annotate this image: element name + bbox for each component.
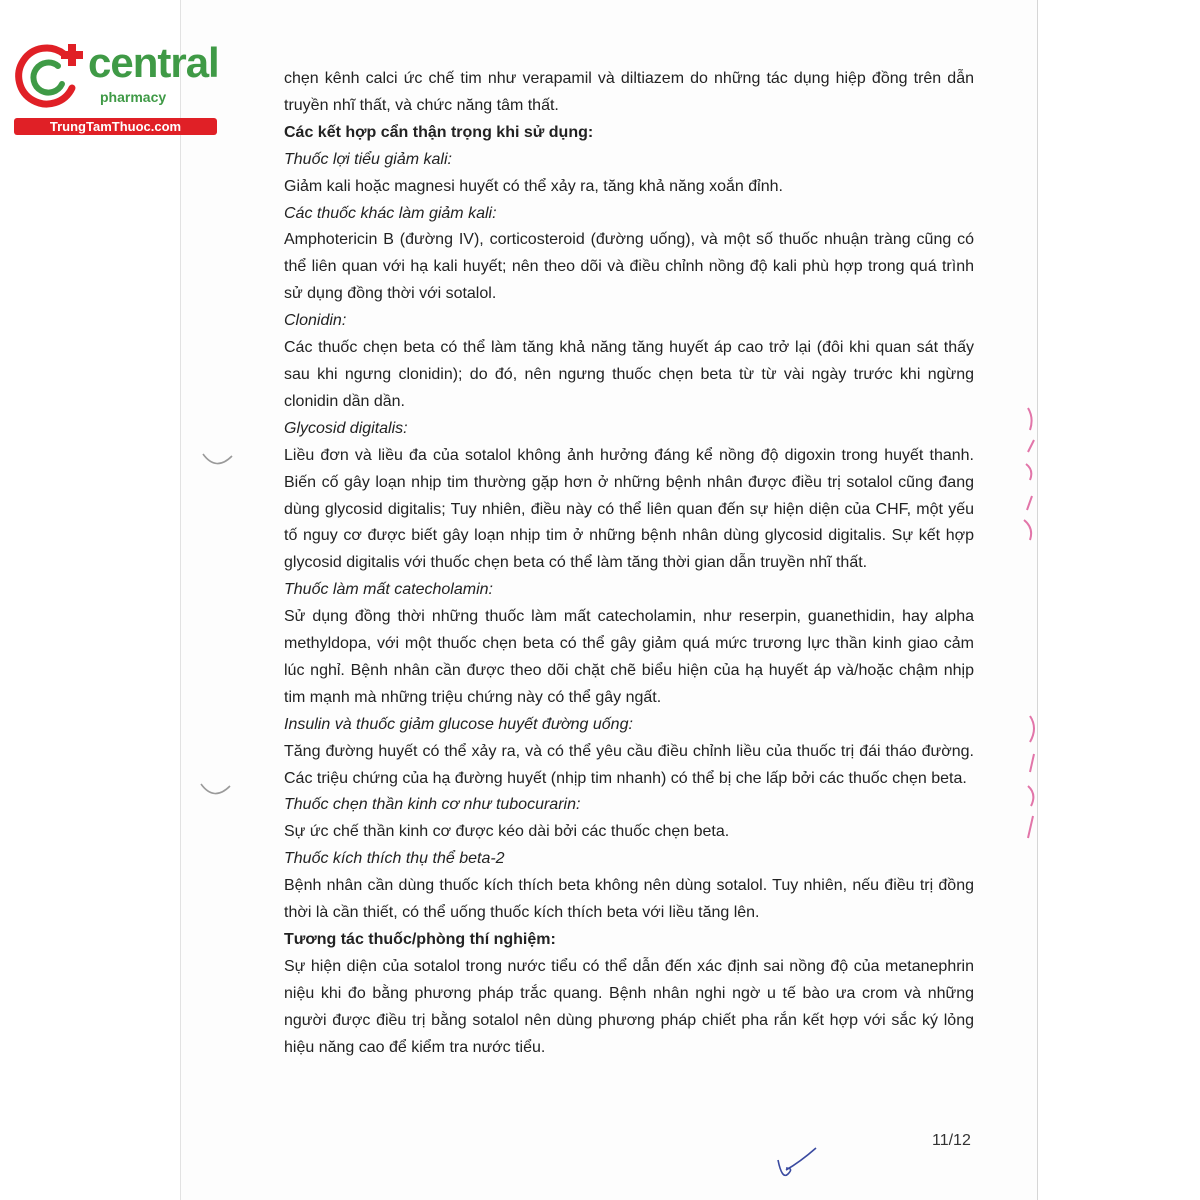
subsection-title: Clonidin: xyxy=(284,312,347,330)
subsection-title: Glycosid digitalis: xyxy=(284,419,408,437)
logo-c-cross-icon xyxy=(12,38,88,114)
paragraph: Tăng đường huyết có thể xảy ra, và có thể yêu cầu điều chỉnh liều của thuốc trị đái tháo đường. Các triệu chứng của hạ đường huyết (nhịp tim nhanh) có thể bị che lấp bởi các thuốc chẹn beta. xyxy=(284,742,974,787)
page-number: 11/12 xyxy=(932,1132,971,1149)
logo-brand-text: central xyxy=(88,39,219,86)
paragraph: Giảm kali hoặc magnesi huyết có thể xảy ra, tăng khả năng xoắn đỉnh. xyxy=(284,177,783,195)
paragraph: Liều đơn và liều đa của sotalol không ảnh hưởng đáng kể nồng độ digoxin trong huyết thanh. Biến cố gây loạn nhịp tim thường gặp hơn ở những bệnh nhân được điều trị sotalol cũng đang dùng glycosid digitalis; Tuy nhiên, điều này có thể liên quan đến sự hiện diện của CHF, một yếu tố nguy cơ được biết gây loạn nhịp tim ở những bệnh nhân dùng glycosid digitalis. Sự kết hợp glycosid digitalis với thuốc chẹn beta có thể làm tăng thời gian dẫn truyền nhĩ thất. xyxy=(284,446,974,572)
section-heading: Các kết hợp cẩn thận trọng khi sử dụng: xyxy=(284,123,594,141)
subsection-title: Thuốc làm mất catecholamin: xyxy=(284,581,493,599)
subsection-title: Thuốc chẹn thần kinh cơ như tubocurarin: xyxy=(284,796,581,814)
paragraph: Amphotericin B (đường IV), corticosteroid (đường uống), và một số thuốc nhuận tràng cũng có thể liên quan với hạ kali huyết; nên theo dõi và điều chỉnh nồng độ kali phù hợp trong quá trình sử dụng đồng thời với sotalol. xyxy=(284,231,974,303)
paragraph: Bệnh nhân cần dùng thuốc kích thích beta không nên dùng sotalol. Tuy nhiên, nếu điều trị đồng thời là cần thiết, có thể uống thuốc kích thích beta với liều tăng lên. xyxy=(284,877,974,922)
paragraph: Sự hiện diện của sotalol trong nước tiểu có thể dẫn đến xác định sai nồng độ của metanephrin niệu khi đo bằng phương pháp trắc quang. Bệnh nhân nghi ngờ u tế bào ưa crom và những người được điều trị bằng sotalol nên dùng phương pháp chiết pha rắn kết hợp với sắc ký lỏng hiệu năng cao để kiểm tra nước tiểu. xyxy=(284,957,974,1056)
logo-sub-text: pharmacy xyxy=(100,89,167,105)
paragraph: chẹn kênh calci ức chế tim như verapamil và diltiazem do những tác dụng hiệp đồng trên dẫn truyền nhĩ thất, và chức năng tâm thất. xyxy=(284,70,974,114)
signature-mark xyxy=(770,1140,830,1190)
logo-website: TrungTamThuoc.com xyxy=(14,118,217,135)
paragraph: Sự ức chế thần kinh cơ được kéo dài bởi các thuốc chẹn beta. xyxy=(284,823,730,841)
punch-hole-mark xyxy=(200,448,236,472)
punch-hole-mark xyxy=(198,778,234,802)
subsection-title: Thuốc lợi tiểu giảm kali: xyxy=(284,150,452,168)
paragraph: Sử dụng đồng thời những thuốc làm mất catecholamin, như reserpin, guanethidin, hay alpha methyldopa, với một thuốc chẹn beta có thể gây giảm quá mức trương lực thần kinh giao cảm lúc nghỉ. Bệnh nhân cần được theo dõi chặt chẽ biểu hiện của hạ huyết áp và/hoặc chậm nhịp tim mạnh mà những triệu chứng này có thể gây ngất. xyxy=(284,608,974,706)
stamp-fragment xyxy=(1014,400,1044,550)
subsection-title: Thuốc kích thích thụ thể beta-2 xyxy=(284,850,505,868)
paragraph: Các thuốc chẹn beta có thể làm tăng khả năng tăng huyết áp cao trở lại (đôi khi quan sát thấy sau khi ngưng clonidin); do đó, nên ngưng thuốc chẹn beta từ từ vài ngày trước khi ngừng clonidin dần dần. xyxy=(284,339,974,410)
document-body xyxy=(284,66,974,1062)
subsection-title: Insulin và thuốc giảm glucose huyết đường uống: xyxy=(284,715,633,733)
section-heading: Tương tác thuốc/phòng thí nghiệm: xyxy=(284,931,556,948)
stamp-fragment xyxy=(1018,710,1044,850)
central-pharmacy-logo xyxy=(8,36,223,136)
subsection-title: Các thuốc khác làm giảm kali: xyxy=(284,204,497,222)
